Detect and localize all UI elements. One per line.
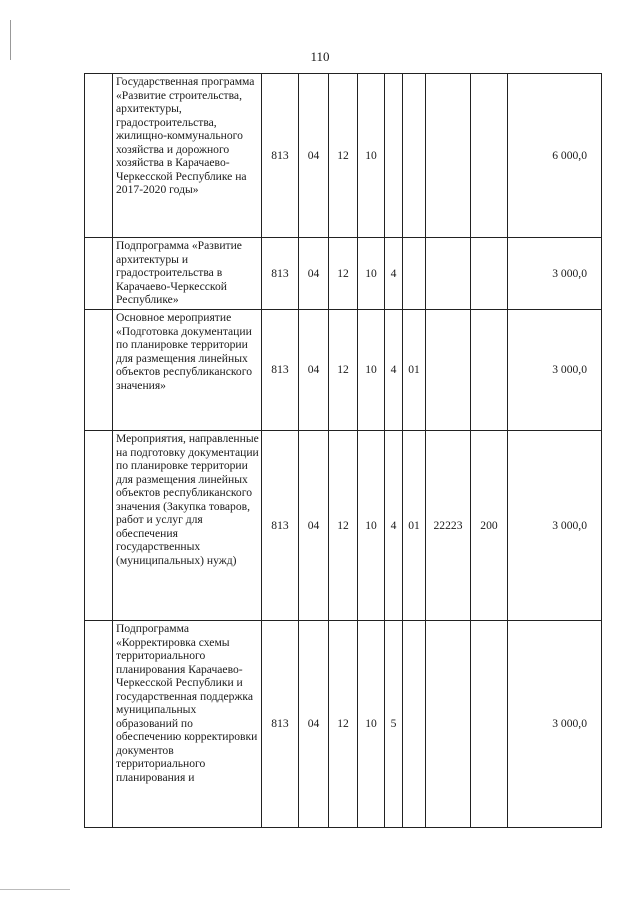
table-row xyxy=(85,310,602,431)
direction-code: 22223 xyxy=(426,431,471,621)
item-name: Мероприятия, направленные на подготовку документации по планировке территории для размещения линейных объектов республиканского значения (Закупка товаров, работ и услуг для обеспечения государственных (муниципальных) нужд) xyxy=(113,431,262,621)
section-code: 04 xyxy=(299,238,329,310)
row-index-cell xyxy=(85,310,113,431)
subsection-code: 12 xyxy=(329,431,358,621)
program-code: 10 xyxy=(358,310,385,431)
page-number: 110 xyxy=(310,49,330,64)
section-code: 04 xyxy=(299,74,329,238)
expense-type-code xyxy=(471,74,508,238)
section-code: 04 xyxy=(299,431,329,621)
main-event-code xyxy=(403,621,426,828)
program-code: 10 xyxy=(358,74,385,238)
ministry-code: 813 xyxy=(262,310,299,431)
ministry-code: 813 xyxy=(262,238,299,310)
expense-type-code: 200 xyxy=(471,431,508,621)
item-name: Подпрограмма «Развитие архитектуры и градостроительства в Карачаево-Черкесской Республике» xyxy=(113,238,262,310)
table-row xyxy=(85,621,602,828)
amount-cell: 3 000,0 xyxy=(508,238,602,310)
amount-cell: 6 000,0 xyxy=(508,74,602,238)
row-index-cell xyxy=(85,74,113,238)
subsection-code: 12 xyxy=(329,238,358,310)
program-code: 10 xyxy=(358,621,385,828)
scan-bottom-rule xyxy=(0,889,70,890)
program-code: 10 xyxy=(358,238,385,310)
subprogram-code: 4 xyxy=(385,431,403,621)
expense-type-code xyxy=(471,621,508,828)
amount-cell: 3 000,0 xyxy=(508,310,602,431)
row-index-cell xyxy=(85,238,113,310)
ministry-code: 813 xyxy=(262,431,299,621)
direction-code xyxy=(426,310,471,431)
table-row xyxy=(85,238,602,310)
budget-table xyxy=(84,73,602,828)
row-index-cell xyxy=(85,431,113,621)
subprogram-code: 4 xyxy=(385,238,403,310)
section-code: 04 xyxy=(299,621,329,828)
ministry-code: 813 xyxy=(262,621,299,828)
subprogram-code: 4 xyxy=(385,310,403,431)
direction-code xyxy=(426,621,471,828)
subsection-code: 12 xyxy=(329,74,358,238)
subprogram-code: 5 xyxy=(385,621,403,828)
item-name: Государственная программа «Развитие строительства, архитектуры, градостроительства, жилищно-коммунального хозяйства и дорожного хозяйства в Карачаево-Черкесской Республике на 2017-2020 годы» xyxy=(113,74,262,238)
expense-type-code xyxy=(471,310,508,431)
program-code: 10 xyxy=(358,431,385,621)
amount-cell: 3 000,0 xyxy=(508,431,602,621)
row-index-cell xyxy=(85,621,113,828)
table-row xyxy=(85,74,602,238)
main-event-code xyxy=(403,74,426,238)
main-event-code: 01 xyxy=(403,310,426,431)
main-event-code xyxy=(403,238,426,310)
direction-code xyxy=(426,238,471,310)
ministry-code: 813 xyxy=(262,74,299,238)
section-code: 04 xyxy=(299,310,329,431)
amount-cell: 3 000,0 xyxy=(508,621,602,828)
item-name: Основное мероприятие «Подготовка документации по планировке территории для размещения линейных объектов республиканского значения» xyxy=(113,310,262,431)
direction-code xyxy=(426,74,471,238)
subprogram-code xyxy=(385,74,403,238)
subsection-code: 12 xyxy=(329,310,358,431)
table-row xyxy=(85,431,602,621)
item-name: Подпрограмма «Корректировка схемы территориального планирования Карачаево-Черкесской Республики и государственная поддержка муниципальных образований по обеспечению корректировки документов территориального планирования и xyxy=(113,621,262,828)
expense-type-code xyxy=(471,238,508,310)
main-event-code: 01 xyxy=(403,431,426,621)
subsection-code: 12 xyxy=(329,621,358,828)
